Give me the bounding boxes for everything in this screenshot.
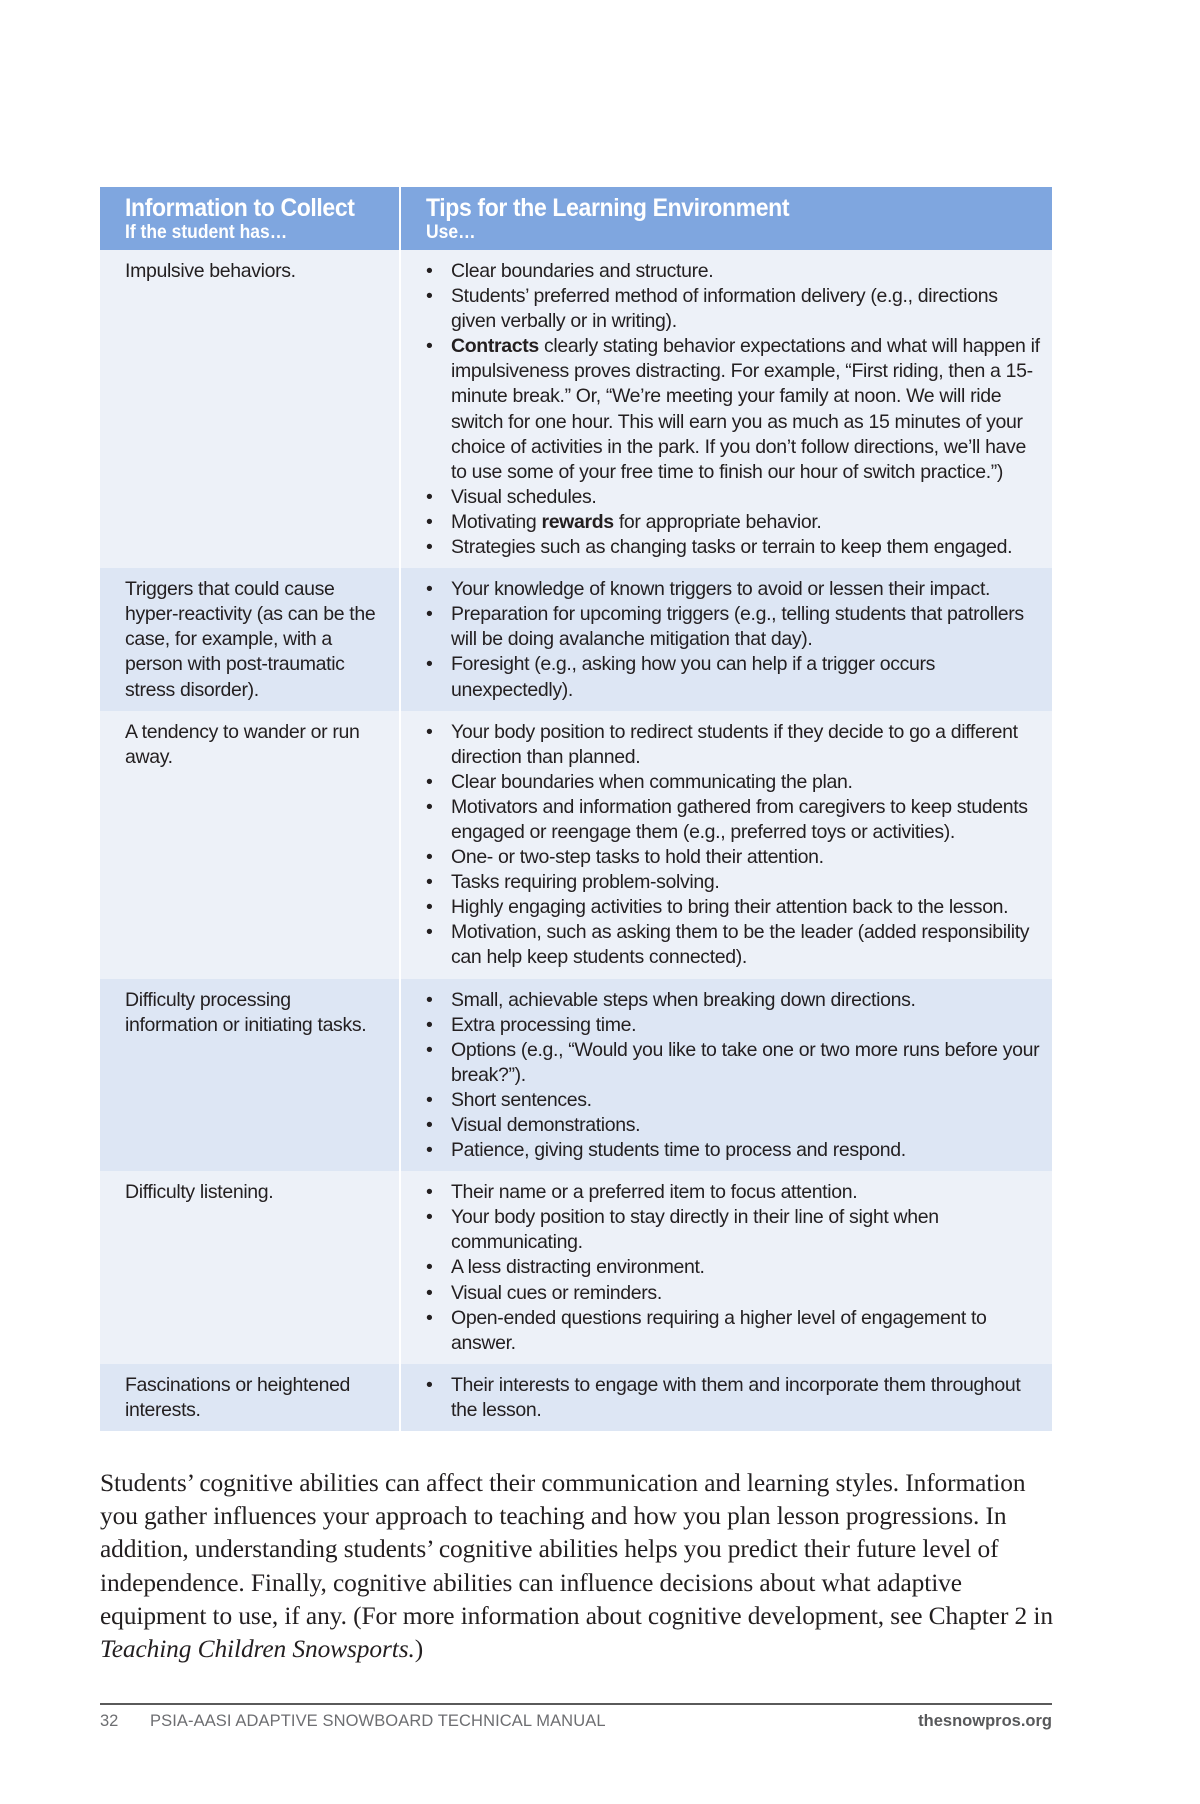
- info-cell: Difficulty processing information or initiating tasks.: [100, 979, 400, 1172]
- tips-list: [426, 259, 1044, 560]
- table-row: [100, 1171, 1052, 1364]
- tip-item: • One- or two-step tasks to hold their attention.: [426, 845, 1044, 870]
- column-subtitle: Use…: [426, 222, 476, 243]
- tips-list: [426, 1180, 1044, 1356]
- column-header-tips: [400, 187, 1052, 250]
- table-row: [100, 711, 1052, 979]
- tips-list: [426, 988, 1044, 1164]
- tip-item: • Clear boundaries when communicating the plan.: [426, 770, 1044, 795]
- tip-item: • Highly engaging activities to bring their attention back to the lesson.: [426, 895, 1044, 920]
- body-paragraph: Students’ cognitive abilities can affect their communication and learning styles. Information you gather influences your approach to teaching and how you plan lesson progressions. In addition, understanding students’ cognitive abilities helps you predict their future level of independence. Finally, cognitive abilities can influence decisions about what adaptive equipment to use, if any. (For more information about cognitive development, see Chapter 2 in Teaching Children Snowsports.): [100, 1469, 1053, 1664]
- tip-item: • Extra processing time.: [426, 1013, 1044, 1038]
- tip-item: • Patience, giving students time to process and respond.: [426, 1138, 1044, 1163]
- info-cell: Difficulty listening.: [100, 1171, 400, 1364]
- tip-item: • Contracts clearly stating behavior expectations and what will happen if impulsiveness proves distracting. For example, “First riding, then a 15-minute break.” Or, “We’re meeting your family at noon. We will ride switch for one hour. This will earn you as much as 15 minutes of your choice of activities in the park. If you don’t follow directions, we’ll have to use some of your free time to finish our hour of switch practice.”): [426, 334, 1044, 485]
- tip-item: • Visual schedules.: [426, 485, 1044, 510]
- tips-cell: [400, 1364, 1052, 1431]
- tips-cell: [400, 979, 1052, 1172]
- tip-item: • Visual cues or reminders.: [426, 1281, 1044, 1306]
- tip-item: • Open-ended questions requiring a higher level of engagement to answer.: [426, 1306, 1044, 1356]
- tip-item: • Their name or a preferred item to focus attention.: [426, 1180, 1044, 1205]
- publication-title: PSIA-AASI ADAPTIVE SNOWBOARD TECHNICAL MANUAL: [150, 1712, 606, 1730]
- tip-item: • Your body position to redirect students if they decide to go a different direction than planned.: [426, 720, 1044, 770]
- tip-item: • Clear boundaries and structure.: [426, 259, 1044, 284]
- tip-item: • Students’ preferred method of information delivery (e.g., directions given verbally or in writing).: [426, 284, 1044, 334]
- tip-item: • Motivating rewards for appropriate behavior.: [426, 510, 1044, 535]
- tip-item: • Preparation for upcoming triggers (e.g., telling students that patrollers will be doing avalanche mitigation that day).: [426, 602, 1044, 652]
- bold-term: Contracts: [451, 335, 539, 358]
- column-title: Tips for the Learning Environment: [426, 194, 790, 222]
- table-row: [100, 1364, 1052, 1431]
- column-subtitle: If the student has…: [125, 222, 288, 243]
- tips-cell: [400, 250, 1052, 568]
- info-cell: A tendency to wander or run away.: [100, 711, 400, 979]
- tip-item: • Small, achievable steps when breaking down directions.: [426, 988, 1044, 1013]
- bold-term: rewards: [541, 510, 614, 533]
- tip-item: • Options (e.g., “Would you like to take one or two more runs before your break?”).: [426, 1038, 1044, 1088]
- table-row: [100, 568, 1052, 710]
- tip-item: • Your knowledge of known triggers to avoid or lessen their impact.: [426, 577, 1044, 602]
- tip-item: • Tasks requiring problem-solving.: [426, 870, 1044, 895]
- tip-item: • Visual demonstrations.: [426, 1113, 1044, 1138]
- table-row: [100, 979, 1052, 1172]
- tip-item: • Their interests to engage with them and incorporate them throughout the lesson.: [426, 1373, 1044, 1423]
- tip-item: • Your body position to stay directly in their line of sight when communicating.: [426, 1205, 1044, 1255]
- page-footer: [100, 1712, 1052, 1736]
- tips-cell: [400, 568, 1052, 710]
- tip-item: • Motivators and information gathered from caregivers to keep students engaged or reengage them (e.g., preferred toys or activities).: [426, 795, 1044, 845]
- tip-item: • Short sentences.: [426, 1088, 1044, 1113]
- tip-item: • Strategies such as changing tasks or terrain to keep them engaged.: [426, 535, 1044, 560]
- book-title: Teaching Children Snowsports.: [100, 1635, 415, 1664]
- website-link[interactable]: thesnowpros.org: [918, 1712, 1052, 1730]
- column-title: Information to Collect: [125, 194, 355, 222]
- tips-table: [100, 187, 1052, 1431]
- footer-divider: [100, 1703, 1052, 1705]
- tips-cell: [400, 1171, 1052, 1364]
- table-header-row: [100, 187, 1052, 250]
- info-cell: Fascinations or heightened interests.: [100, 1364, 400, 1431]
- tips-list: [426, 577, 1044, 702]
- tip-item: • A less distracting environment.: [426, 1255, 1044, 1280]
- info-cell: Triggers that could cause hyper-reactivity (as can be the case, for example, with a person with post-traumatic stress disorder).: [100, 568, 400, 710]
- page-number: 32: [100, 1712, 119, 1730]
- tip-item: • Motivation, such as asking them to be the leader (added responsibility can help keep students connected).: [426, 920, 1044, 970]
- tip-item: • Foresight (e.g., asking how you can help if a trigger occurs unexpectedly).: [426, 652, 1044, 702]
- table-row: [100, 250, 1052, 568]
- tips-cell: [400, 711, 1052, 979]
- table-body: [100, 250, 1052, 1431]
- tips-list: [426, 1373, 1044, 1423]
- info-cell: Impulsive behaviors.: [100, 250, 400, 568]
- column-header-info: [100, 187, 400, 250]
- tips-list: [426, 720, 1044, 971]
